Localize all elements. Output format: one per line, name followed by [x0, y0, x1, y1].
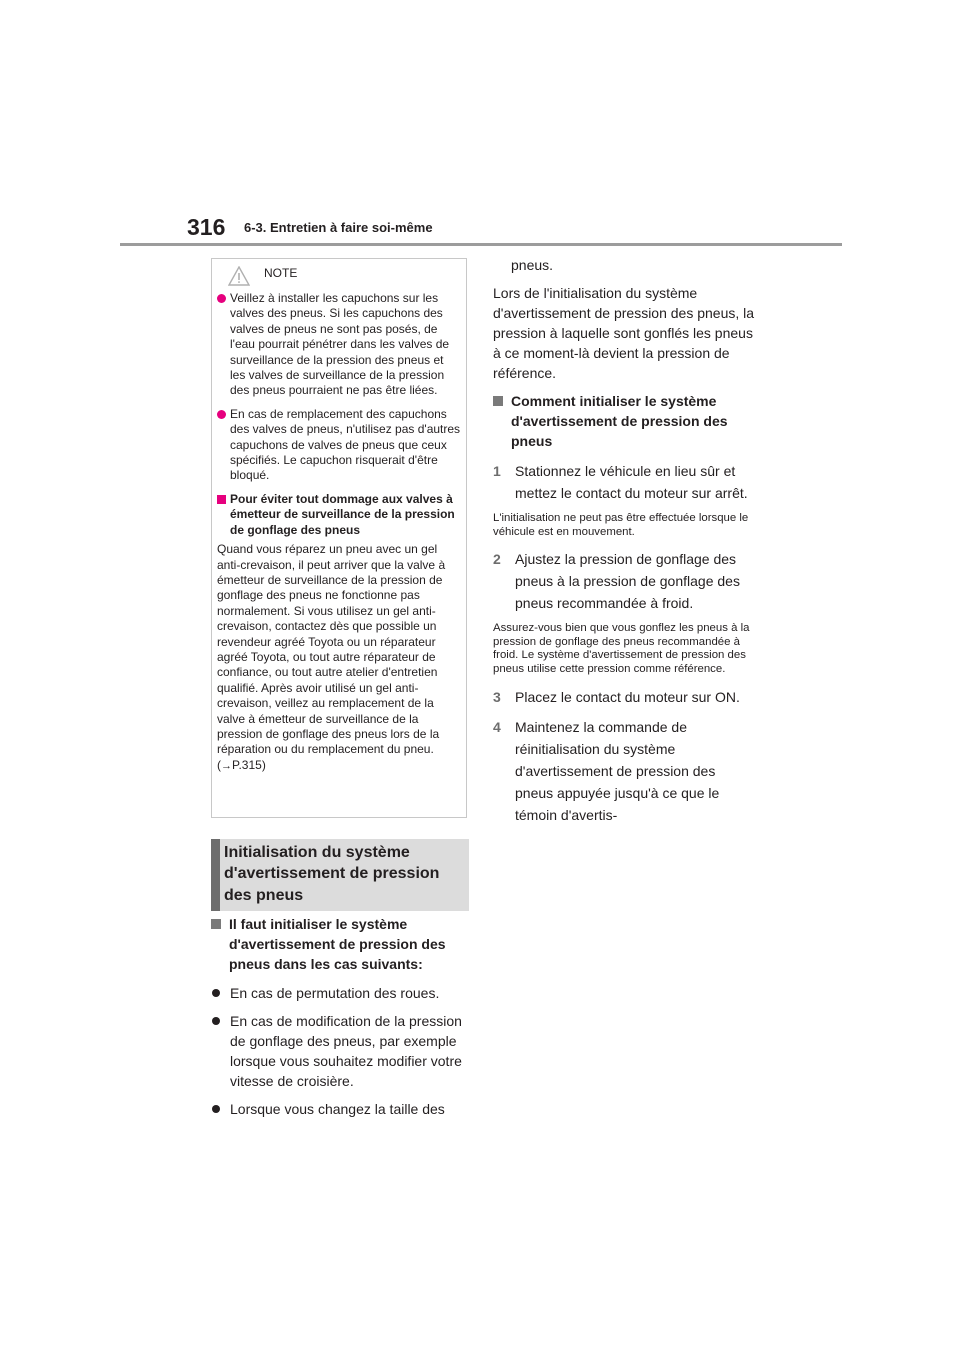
section-heading	[211, 839, 469, 911]
section-heading-text: Initialisation du système d'avertissement de pression des pneus	[224, 844, 440, 904]
left-column-content	[211, 914, 469, 1127]
step-text: Ajustez la pression de gonflage des pneus à la pression de gonflage des pneus recommandée à froid.	[515, 551, 740, 612]
list-item	[211, 1011, 469, 1091]
bullet-dot-icon	[212, 1017, 220, 1025]
note-subsection-title: Pour éviter tout dommage aux valves à émetteur de surveillance de la pression de gonflage des pneus	[230, 491, 455, 537]
square-heading-text: Comment initialiser le système d'avertissement de pression des pneus	[511, 393, 728, 449]
step-text: Placez le contact du moteur sur ON.	[515, 688, 740, 705]
square-bullet-icon	[493, 396, 503, 406]
note-item-text: Veillez à installer les capuchons sur les valves des pneus. Si les capuchons des valves de pneus ne sont pas posés, de l'eau pourrait pénétrer dans les valves de surveillance de la pression des pneus et les valves de surveillance de la pression des pneus pourraient ne pas être liées.	[230, 291, 450, 398]
bullet-dot-icon	[217, 294, 226, 303]
list-item-text: Lorsque vous changez la taille des	[230, 1101, 445, 1117]
step-number: 2	[493, 551, 501, 568]
step-item	[493, 460, 755, 504]
square-heading	[211, 914, 469, 974]
step-number: 3	[493, 688, 501, 705]
page-number: 316	[187, 214, 226, 240]
right-column-content	[493, 255, 755, 834]
square-heading	[493, 391, 755, 451]
note-subsection-text	[217, 542, 461, 774]
note-subsection-body: Quand vous réparez un pneu avec un gel anti-crevaison, il peut arriver que la valve à émetteur de surveillance de la pression de gonflage des pneus ne fonctionne pas normalement. Si vous utilisez un gel anti-crevaison, contactez dès que possible un revendeur agréé Toyota ou un réparateur agréé Toyota, ou tout autre réparateur de confiance, ou tout autre atelier d'entretien qualifié. Après avoir utilisé un gel anti-crevaison, veillez au remplacement de la valve à émetteur de surveillance de la pression de gonflage des pneus lors de la réparation ou du remplacement du pneu.	[217, 542, 446, 757]
section-title: 6-3. Entretien à faire soi-même	[244, 220, 433, 235]
bullet-dot-icon	[217, 410, 226, 419]
step-note: L'initialisation ne peut pas être effectuée lorsque le véhicule est en mouvement.	[493, 512, 749, 538]
header-rule	[120, 243, 842, 246]
note-item-text: En cas de remplacement des capuchons des valves de pneus, n'utilisez pas d'autres capuchons de valves de pneus que ceux spécifiés. Le capuchon risquerait d'être bloqué.	[230, 406, 461, 483]
step-item	[493, 716, 755, 826]
square-heading-text: Il faut initialiser le système d'avertissement de pression des pneus dans les cas suivants:	[229, 916, 446, 972]
note-item	[217, 407, 461, 484]
arrow-right-icon: →	[221, 759, 232, 772]
list-item	[211, 983, 469, 1003]
note-label: NOTE	[264, 266, 298, 280]
page-reference-link[interactable]: P.315)	[232, 757, 266, 772]
bullet-dot-icon	[212, 1105, 220, 1113]
list-item-text: En cas de permutation des roues.	[230, 985, 440, 1001]
note-box	[211, 258, 467, 818]
step-item	[493, 686, 755, 708]
step-text: Maintenez la commande de réinitialisation du système d'avertissement de pression des pneus appuyée jusqu'à ce que le témoin d'avertis-	[515, 718, 720, 823]
warning-triangle-icon	[228, 266, 250, 286]
step-note: Assurez-vous bien que vous gonflez les pneus à la pression de gonflage des pneus recommandée à froid. Le système d'avertissement de pression des pneus utilise cette pression comme référence.	[493, 622, 750, 675]
step-item	[493, 548, 755, 614]
step-text: Stationnez le véhicule en lieu sûr et mettez le contact du moteur sur arrêt.	[515, 463, 748, 501]
note-header	[212, 259, 466, 289]
list-item	[211, 1099, 469, 1119]
square-bullet-icon	[217, 495, 226, 504]
bullet-dot-icon	[212, 989, 220, 997]
step-number: 1	[493, 463, 501, 479]
continuation-text: pneus.	[511, 257, 554, 273]
note-body	[217, 291, 461, 774]
paragraph: Lors de l'initialisation du système d'avertissement de pression des pneus, la pression à laquelle sont gonflés les pneus à ce moment-là devient la pression de référence.	[493, 285, 755, 381]
ref-open: (	[217, 757, 221, 772]
note-subsection	[217, 492, 461, 538]
page-header	[0, 0, 960, 250]
list-item-text: En cas de modification de la pression de gonflage des pneus, par exemple lorsque vous souhaitez modifier votre vitesse de croisière.	[230, 1013, 462, 1089]
heading-accent-bar	[211, 839, 220, 911]
note-item	[217, 291, 461, 399]
step-number: 4	[493, 718, 501, 735]
square-bullet-icon	[211, 919, 221, 929]
